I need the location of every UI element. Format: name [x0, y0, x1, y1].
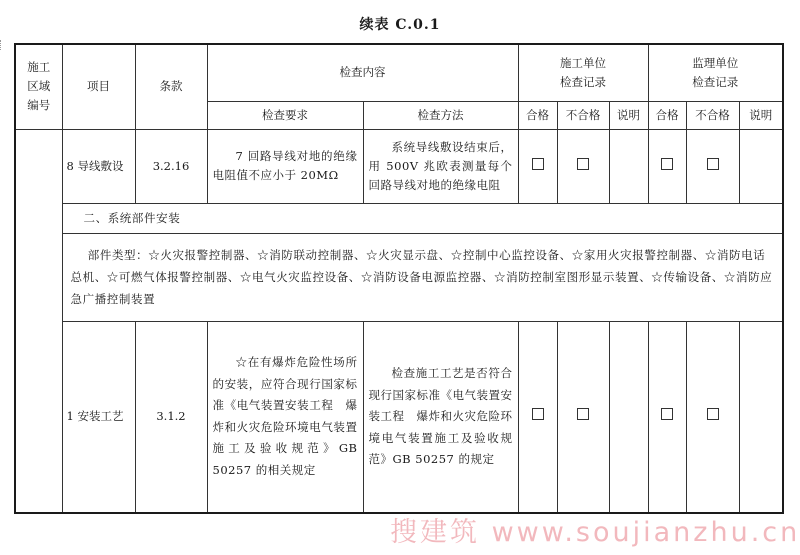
header-supervision-unit [648, 44, 783, 101]
supervision-unit-line-1: 监理单位 [692, 55, 739, 70]
header-requirement: 检查要求 [207, 101, 363, 129]
construction-note-cell[interactable] [609, 129, 648, 203]
construction-unit-line-2: 检查记录 [560, 74, 607, 89]
supervision-fail-cell [686, 129, 739, 203]
supervision-fail-cell [686, 321, 739, 513]
header-method: 检查方法 [363, 101, 518, 129]
table-title: 续表 C.0.1 [359, 17, 441, 33]
header-area-line-2: 区域 [27, 79, 51, 94]
method-cell: 系统导线敷设结束后，用 500V 兆欧表测量每个回路导线对地的绝缘电阻 [363, 129, 518, 203]
construction-pass-cell [518, 129, 557, 203]
item-cell: 8 导线敷设 [62, 129, 135, 203]
header-row-1 [15, 44, 783, 101]
parts-type-text [62, 233, 783, 321]
page-edge-mark [0, 40, 4, 50]
supervision-pass-cell [648, 129, 686, 203]
construction-unit-line-1: 施工单位 [560, 55, 607, 70]
construction-pass-cell [518, 321, 557, 513]
table-row [15, 321, 783, 513]
header-construction-note: 说明 [609, 101, 648, 129]
supervision-pass-checkbox[interactable] [661, 158, 673, 170]
supervision-pass-cell [648, 321, 686, 513]
supervision-fail-checkbox[interactable] [707, 158, 719, 170]
construction-fail-cell [557, 129, 609, 203]
item-cell: 1 安装工艺 [62, 321, 135, 513]
construction-note-cell[interactable] [609, 321, 648, 513]
header-supervision-fail: 不合格 [686, 101, 739, 129]
table-row [15, 129, 783, 203]
header-supervision-pass: 合格 [648, 101, 686, 129]
inspection-table [14, 43, 784, 514]
supervision-fail-checkbox[interactable] [707, 408, 719, 420]
header-construction-fail: 不合格 [557, 101, 609, 129]
clause-cell: 3.2.16 [135, 129, 207, 203]
construction-pass-checkbox[interactable] [532, 158, 544, 170]
header-supervision-note: 说明 [739, 101, 783, 129]
section-title: 二、系统部件安装 [62, 203, 783, 233]
header-content: 检查内容 [207, 44, 518, 101]
header-area-code [15, 44, 62, 129]
header-construction-pass: 合格 [518, 101, 557, 129]
supervision-note-cell[interactable] [739, 129, 783, 203]
construction-fail-cell [557, 321, 609, 513]
supervision-unit-line-2: 检查记录 [692, 74, 739, 89]
parts-type-row [15, 233, 783, 321]
header-item: 项目 [62, 44, 135, 129]
header-construction-unit [518, 44, 648, 101]
section-title-row [15, 203, 783, 233]
supervision-note-cell[interactable] [739, 321, 783, 513]
supervision-pass-checkbox[interactable] [661, 408, 673, 420]
header-clause: 条款 [135, 44, 207, 129]
construction-pass-checkbox[interactable] [532, 408, 544, 420]
requirement-cell: ☆在有爆炸危险性场所的安装，应符合现行国家标准《电气装置安装工程 爆炸和火灾危险环境电气装置施工及验收规范》GB 50257 的相关规定 [207, 321, 363, 513]
header-area-line-1: 施工 [27, 60, 51, 75]
area-code-cell [15, 129, 62, 513]
method-cell: 检查施工工艺是否符合现行国家标准《电气装置安装工程 爆炸和火灾危险环境电气装置施工及验收规范》GB 50257 的规定 [363, 321, 518, 513]
clause-cell: 3.1.2 [135, 321, 207, 513]
watermark: 搜建筑 www.soujianzhu.cn [390, 517, 800, 548]
requirement-cell: 7 回路导线对地的绝缘电阻值不应小于 20MΩ [207, 129, 363, 203]
construction-fail-checkbox[interactable] [577, 408, 589, 420]
header-area-line-3: 编号 [27, 98, 51, 113]
construction-fail-checkbox[interactable] [577, 158, 589, 170]
parts-type-content: 部件类型：☆火灾报警控制器、☆消防联动控制器、☆火灾显示盘、☆控制中心监控设备、☆家用火灾报警控制器、☆消防电话总机、☆可燃气体报警控制器、☆电气火灾监控设备、☆消防设备电源监控器、☆消防控制室图形显示装置、☆传输设备、☆消防应急广播控制装置 [70, 248, 773, 306]
